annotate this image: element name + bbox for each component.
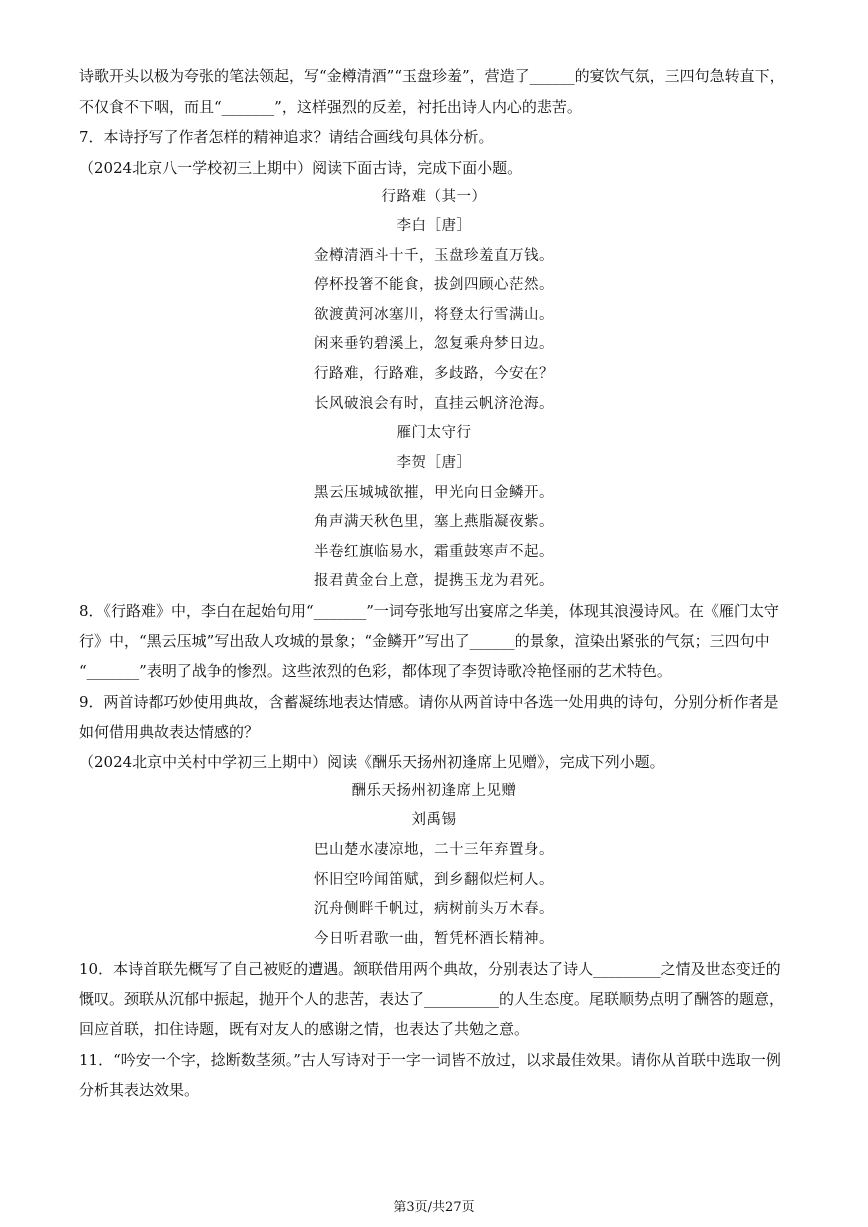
question-11-line-1: 11．“吟安一个字，捻断数茎须。”古人写诗对于一字一词皆不放过，以求最佳效果。请你从首联中选取一例 xyxy=(79,1051,781,1069)
poem2-line: 报君黄金台上意，提携玉龙为君死。 xyxy=(314,573,554,589)
poem1-line: 停杯投箸不能食，拔剑四顾心茫然。 xyxy=(314,277,554,293)
question-8-line-1: 8．《行路难》中，李白在起始句用“_______”一词夸张地写出宴席之华美，体现其浪漫诗风。在《雁门太守 xyxy=(79,602,779,620)
poem3-author: 刘禹锡 xyxy=(411,812,457,828)
question-10-line-2: 慨叹。颈联从沉郁中振起，抛开个人的悲苦，表达了__________的人生态度。尾联顺势点明了酬答的题意， xyxy=(79,990,785,1008)
section-intro-1: （2024北京八一学校初三上期中）阅读下面古诗，完成下面小题。 xyxy=(79,159,523,177)
poem3-line: 沉舟侧畔千帆过，病树前头万木春。 xyxy=(314,901,554,917)
question-11-line-2: 分析其表达效果。 xyxy=(79,1081,200,1099)
poem3-title: 酬乐天扬州初逢席上见赠 xyxy=(351,783,517,799)
poem2-line: 角声满天秋色里，塞上燕脂凝夜紫。 xyxy=(314,514,554,530)
poem1-author: 李白［唐］ xyxy=(396,218,472,234)
question-7: 7．本诗抒写了作者怎样的精神追求？请结合画线句具体分析。 xyxy=(79,128,494,146)
poem1-line: 长风破浪会有时，直挂云帆济沧海。 xyxy=(314,396,554,412)
section-intro-2: （2024北京中关村中学初三上期中）阅读《酬乐天扬州初逢席上见赠》，完成下列小题。 xyxy=(79,753,665,771)
page-number: 第3页/共27页 xyxy=(393,1200,475,1215)
question-8-line-2: 行》中，“黑云压城”写出敌人攻城的景象；“金鳞开”写出了______的景象，渲染出紧张的气氛；三四句中 xyxy=(79,632,770,650)
intro-line-2: 不仅食不下咽，而且“_______”，这样强烈的反差，衬托出诗人内心的悲苦。 xyxy=(79,98,582,116)
poem1-line: 金樽清酒斗十千，玉盘珍羞直万钱。 xyxy=(314,248,554,264)
poem2-line: 半卷红旗临易水，霜重鼓寒声不起。 xyxy=(314,544,554,560)
question-9-line-2: 如何借用典故表达情感的？ xyxy=(79,723,260,741)
poem1-line: 闲来垂钓碧溪上，忽复乘舟梦日边。 xyxy=(314,336,554,352)
poem1-title: 行路难（其一） xyxy=(381,189,487,205)
poem3-line: 巴山楚水凄凉地，二十三年弃置身。 xyxy=(314,842,554,858)
poem2-line: 黑云压城城欲摧，甲光向日金鳞开。 xyxy=(314,485,554,501)
poem2-author: 李贺［唐］ xyxy=(396,455,472,471)
poem3-line: 今日听君歌一曲，暂凭杯酒长精神。 xyxy=(314,931,554,947)
question-8-line-3: “_______”表明了战争的惨烈。这些浓烈的色彩，都体现了李贺诗歌冷艳怪丽的艺术特色。 xyxy=(79,662,672,680)
question-10-line-3: 回应首联，扣住诗题，既有对友人的感谢之情，也表达了共勉之意。 xyxy=(79,1020,530,1038)
question-9-line-1: 9．两首诗都巧妙使用典故，含蓄凝练地表达情感。请你从两首诗中各选一处用典的诗句，分别分析作者是 xyxy=(79,693,779,711)
poem1-line: 欲渡黄河冰塞川，将登太行雪满山。 xyxy=(314,307,554,323)
poem3-line: 怀旧空吟闻笛赋，到乡翻似烂柯人。 xyxy=(314,872,554,888)
question-10-line-1: 10．本诗首联先概写了自己被贬的遭遇。颔联借用两个典故，分别表达了诗人_________之情及世态变迁的 xyxy=(79,960,781,978)
poem2-title: 雁门太守行 xyxy=(396,425,472,441)
intro-line-1: 诗歌开头以极为夸张的笔法领起，写“金樽清酒”“玉盘珍羞”，营造了______的宴饮气氛，三四句急转直下， xyxy=(79,67,785,85)
poem1-line: 行路难，行路难，多歧路，今安在？ xyxy=(314,366,554,382)
